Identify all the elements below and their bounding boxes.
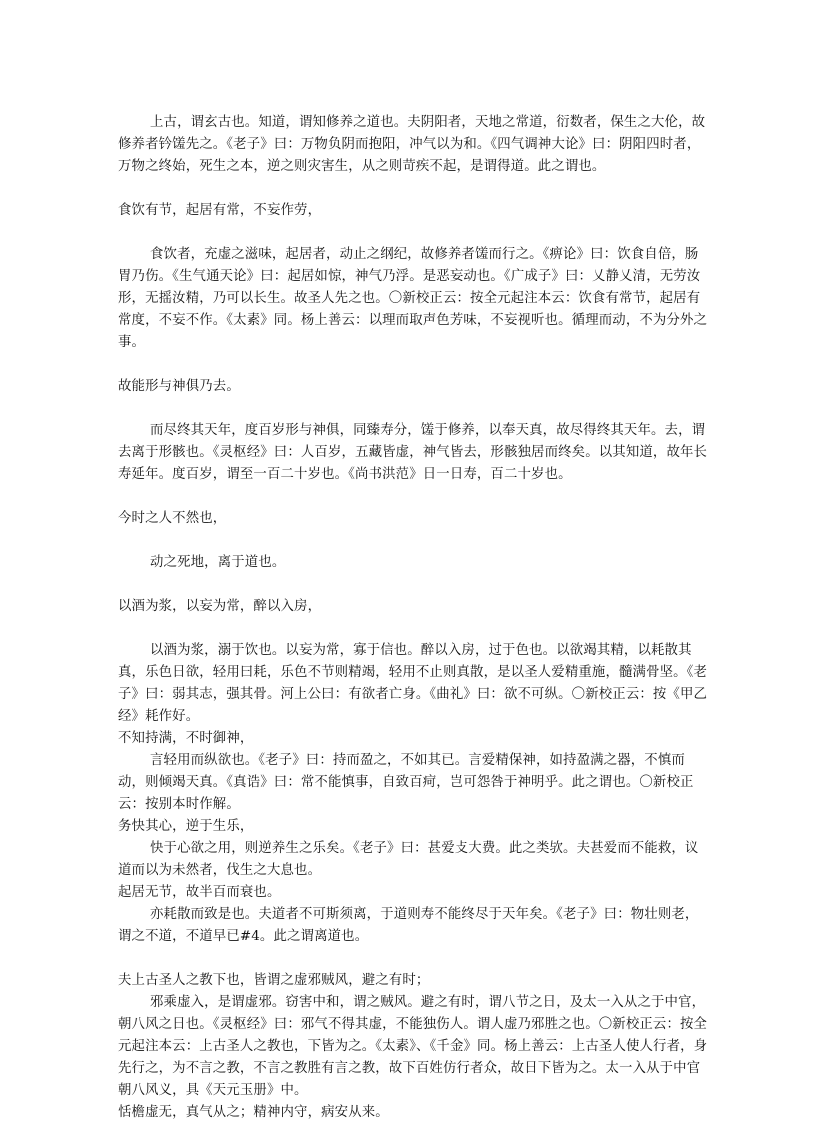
classic-text-line: 今时之人不然也， bbox=[118, 511, 227, 526]
classic-text-line: 起居无节，故半百而衰也。 bbox=[118, 885, 281, 900]
commentary-paragraph: 言轻用而纵欲也。《老子》曰：持而盈之，不如其已。言爱精保神，如持盈满之器，不慎而动，则倾竭天真。《真诰》曰：常不能慎事，自致百疴，岂可怨咎于神明乎。此之谓也。〇新校正云：按别本时作解。 bbox=[118, 753, 694, 812]
commentary-paragraph: 而尽终其天年，度百岁形与神俱，同臻寿分，馐于修养，以奉天真，故尽得终其天年。去，谓去离于形骸也。《灵枢经》曰：人百岁，五藏皆虚，神气皆去，形骸独居而终矣。以其知道，故年长寿延年。度百岁，谓至一百二十岁也。《尚书洪范》日一日寿，百二十岁也。 bbox=[118, 423, 708, 482]
commentary-paragraph: 动之死地，离于道也。 bbox=[150, 555, 286, 570]
classic-text-line: 夫上古圣人之教下也，皆谓之虚邪贼风，避之有时； bbox=[118, 973, 430, 988]
classic-text-line: 故能形与神俱乃去。 bbox=[118, 379, 240, 394]
commentary-paragraph: 亦耗散而致是也。夫道者不可斯须离，于道则寿不能终尽于天年矣。《老子》曰：物壮则老，谓之不道，不道早已#4。此之谓离道也。 bbox=[118, 907, 699, 944]
classic-text-line: 以酒为浆，以妄为常，醉以入房， bbox=[118, 599, 322, 614]
commentary-paragraph: 邪乘虚入，是谓虚邪。窃害中和，谓之贼风。避之有时，谓八节之日，及太一入从之于中官，朝八风之日也。《灵枢经》曰：邪气不得其虚，不能独伤人。谓人虚乃邪胜之也。〇新校正云：按全元起注本云：上古圣人之教也，下皆为之。《太素》、《千金》同。杨上善云：上古圣人使人行者，身先行之，为不言之教，不言之教胜有言之教，故下百姓仿行者众，故日下皆为之。太一入从于中官朝八风义，具《天元玉册》中。 bbox=[118, 995, 708, 1098]
classic-text-line: 恬檐虚无，真气从之；精神内守，病安从来。 bbox=[118, 1105, 389, 1120]
classic-text-line: 务快其心，逆于生乐， bbox=[118, 819, 254, 834]
commentary-paragraph: 上古，谓玄古也。知道，谓知修养之道也。夫阴阳者，天地之常道，衍数者，保生之大伦，故修养者钤馐先之。《老子》曰：万物负阴而抱阳，冲气以为和。《四气调神大论》曰：阴阳四时者，万物之终始，死生之本，逆之则灾害生，从之则苛疾不起，是谓得道。此之谓也。 bbox=[118, 115, 706, 174]
classic-text-line: 食饮有节，起居有常，不妄作劳， bbox=[118, 203, 322, 218]
document-page bbox=[118, 112, 708, 1124]
commentary-paragraph: 食饮者，充虚之滋味，起居者，动止之纲纪，故修养者馐而行之。《痹论》曰：饮食自倍，肠胃乃伤。《生气通天论》曰：起居如惊，神气乃浮。是恶妄动也。《广成子》曰：乂静乂清，无劳汝形，无摇汝精，乃可以长生。故圣人先之也。〇新校正云：按全元起注本云：饮食有常节，起居有常度，不妄不作。《太素》同。杨上善云：以理而取声色芳味，不妄视听也。循理而动，不为分外之事。 bbox=[118, 247, 708, 350]
classic-text-line: 不知持满，不时御神， bbox=[118, 731, 254, 746]
commentary-paragraph: 快于心欲之用，则逆养生之乐矣。《老子》曰：甚爱攴大费。此之类欤。夫甚爱而不能救，议道而以为未然者，伐生之大息也。 bbox=[118, 841, 699, 878]
commentary-paragraph: 以酒为浆，溺于饮也。以妄为常，寡于信也。醉以入房，过于色也。以欲竭其精，以耗散其真，乐色日欲，轻用曰耗，乐色不节则精竭，轻用不止则真散，是以圣人爱精重施，髓满骨坚。《老子》曰：弱其志，强其骨。河上公曰：有欲者亡身。《曲礼》曰：欲不可纵。〇新校正云：按《甲乙经》耗作好。 bbox=[118, 643, 708, 724]
